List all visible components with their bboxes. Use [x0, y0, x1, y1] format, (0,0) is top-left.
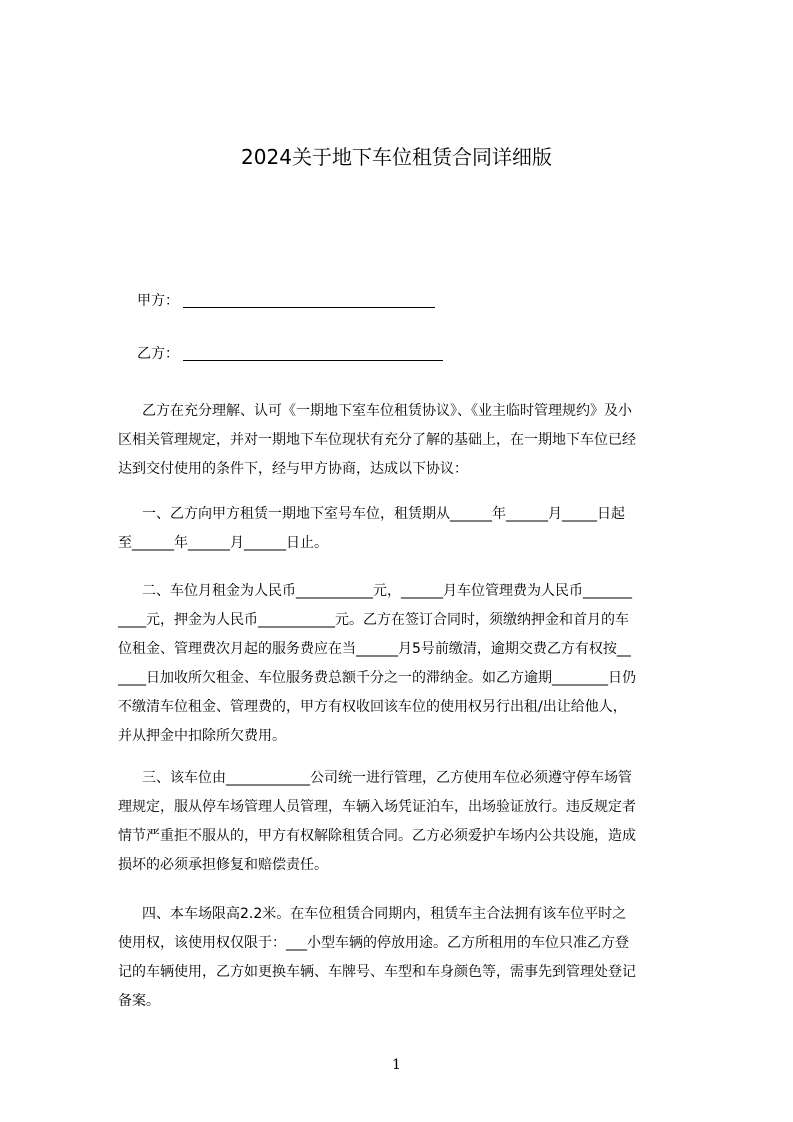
- text-line: 损坏的必须承担修复和赔偿责任。: [118, 857, 328, 873]
- party-b-blank: [183, 344, 443, 361]
- text-line: 并从押金中扣除所欠费用。: [118, 728, 286, 744]
- text-line: 不缴清车位租金、管理费的，甲方有权收回该车位的使用权另行出租/出让给他人，: [118, 699, 627, 715]
- party-b-label: 乙方：: [137, 346, 179, 362]
- text-line: 四、本车场限高2.2米。在车位租赁合同期内，租赁车主合法拥有该车位平时之: [142, 906, 627, 922]
- text-line: ____日加收所欠租金、车位服务费总额千分之一的滞纳金。如乙方逾期________日仍: [118, 670, 636, 686]
- text-line: 乙方在充分理解、认可《一期地下室车位租赁协议》、《业主临时管理规约》及小: [142, 403, 632, 419]
- text-line: 三、该车位由____________公司统一进行管理，乙方使用车位必须遵守停车场管: [142, 770, 632, 786]
- text-line: 理规定，服从停车场管理人员管理，车辆入场凭证泊车，出场验证放行。违反规定者: [118, 799, 636, 815]
- text-line: 区相关管理规定，并对一期地下车位现状有充分了解的基础上，在一期地下车位已经: [118, 432, 636, 448]
- clause-4-paragraph: [118, 900, 700, 1016]
- text-line: 情节严重拒不服从的，甲方有权解除租赁合同。乙方必须爱护车场内公共设施，造成: [118, 828, 636, 844]
- party-b-line: [137, 343, 443, 365]
- intro-paragraph: [118, 397, 700, 484]
- document-title: 2024关于地下车位租赁合同详细版: [241, 145, 552, 169]
- text-line: 二、车位月租金为人民币___________元，______月车位管理费为人民币_______: [142, 583, 632, 599]
- text-line: 备案。: [118, 993, 160, 1009]
- text-line: 达到交付使用的条件下，经与甲方协商，达成以下协议：: [118, 461, 468, 477]
- text-line: ____元，押金为人民币___________元。乙方在签订合同时，须缴纳押金和首月的车: [118, 612, 629, 628]
- party-a-blank: [183, 291, 435, 308]
- text-line: 位租金、管理费次月起的服务费应在当______月5号前缴清，逾期交费乙方有权按__: [118, 641, 631, 657]
- text-line: 至______年______月______日止。: [118, 535, 328, 551]
- party-a-line: [137, 290, 435, 312]
- text-line: 使用权，该使用权仅限于：___小型车辆的停放用途。乙方所租用的车位只准乙方登: [118, 935, 629, 951]
- party-a-label: 甲方：: [137, 293, 179, 309]
- clause-3-paragraph: [118, 764, 700, 880]
- text-line: 记的车辆使用，乙方如更换车辆、车牌号、车型和车身颜色等，需事先到管理处登记: [118, 964, 636, 980]
- clause-2-paragraph: [118, 577, 700, 751]
- text-line: 一、乙方向甲方租赁一期地下室号车位，租赁期从______年______月_____日起: [142, 506, 625, 522]
- clause-1-paragraph: [118, 500, 700, 558]
- page-number: 1: [392, 1057, 401, 1073]
